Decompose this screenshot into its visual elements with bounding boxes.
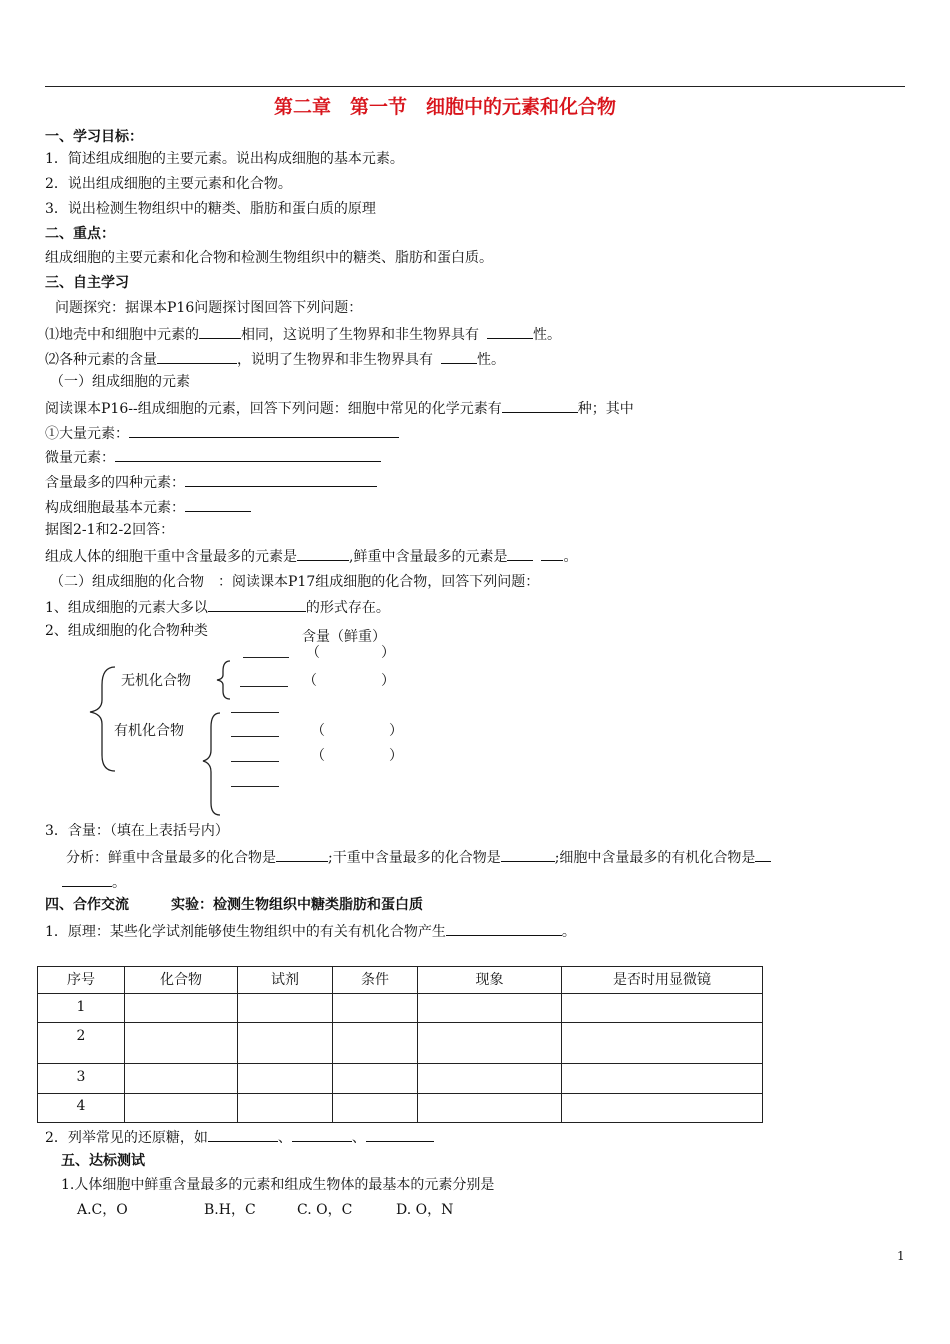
header-reagent: 试剂 — [238, 967, 333, 994]
compound-q1-text-a: 1、组成细胞的元素大多以 — [45, 600, 208, 616]
reducing-sep-2: 、 — [351, 1130, 366, 1146]
q1-blank-2[interactable] — [487, 324, 533, 339]
macro-label: ①大量元素： — [45, 426, 129, 442]
compound-blank-1[interactable] — [243, 657, 289, 658]
reducing-sugar-line — [45, 1127, 434, 1147]
sugar-blank-2[interactable] — [292, 1127, 352, 1142]
analysis-text-c: ;细胞中含量最多的有机化合物是 — [554, 850, 756, 866]
table-cell[interactable] — [333, 1064, 418, 1094]
outer-brace — [90, 667, 115, 771]
question-1 — [45, 324, 561, 344]
table-cell[interactable] — [125, 1023, 238, 1064]
table-cell[interactable] — [333, 1094, 418, 1123]
sugar-blank-3[interactable] — [366, 1127, 434, 1142]
option-d[interactable]: D. O，N — [396, 1202, 454, 1218]
dry-text-c: 。 — [563, 549, 578, 565]
key-points: 组成细胞的主要元素和化合物和检测生物组织中的糖类、脂肪和蛋白质。 — [45, 250, 493, 266]
compound-blank-2[interactable] — [240, 686, 288, 687]
compound-blank-3[interactable] — [231, 712, 279, 713]
goal-3: 3．说出检测生物组织中的糖类、脂肪和蛋白质的原理 — [45, 201, 376, 217]
analysis-line — [66, 847, 771, 867]
basic-blank[interactable] — [185, 497, 251, 512]
paren-4-left: （ — [311, 748, 325, 764]
fresh-blank-1[interactable] — [507, 546, 533, 561]
section-4-heading: 四、合作交流 实验：检测生物组织中糖类脂肪和蛋白质 — [45, 897, 423, 913]
organic-label: 有机化合物 — [114, 723, 184, 739]
paren-1-left: （ — [306, 645, 320, 661]
reducing-sep-1: 、 — [277, 1130, 292, 1146]
dry-text-a: 组成人体的细胞干重中含量最多的元素是 — [45, 549, 297, 565]
table-cell[interactable] — [238, 994, 333, 1023]
table-cell[interactable] — [333, 994, 418, 1023]
table-cell[interactable] — [562, 1094, 763, 1123]
table-cell[interactable] — [418, 1064, 562, 1094]
row-index-3: 3 — [38, 1064, 125, 1094]
analysis-text-a: 分析：鲜重中含量最多的化合物是 — [66, 850, 276, 866]
table-cell[interactable] — [418, 1023, 562, 1064]
q1-text-a: ⑴地壳中和细胞中元素的 — [45, 327, 199, 343]
table-cell[interactable] — [125, 1094, 238, 1123]
table-cell[interactable] — [333, 1023, 418, 1064]
compound-q1-text-b: 的形式存在。 — [305, 600, 390, 616]
micro-blank[interactable] — [115, 447, 381, 462]
macro-elements — [45, 423, 399, 443]
section-3-heading: 三、自主学习 — [45, 275, 129, 291]
option-a[interactable]: A.C，O — [77, 1202, 128, 1218]
question-2 — [45, 349, 505, 369]
micro-label: 微量元素： — [45, 450, 115, 466]
header-index: 序号 — [38, 967, 125, 994]
element-count-blank[interactable] — [502, 398, 578, 413]
content-label: 含量（鲜重） — [302, 629, 386, 645]
section-1-heading: 一、学习目标： — [45, 129, 143, 145]
header-microscope: 是否时用显微镜 — [562, 967, 763, 994]
header-phenomenon: 现象 — [418, 967, 562, 994]
top-four-blank[interactable] — [185, 472, 377, 487]
table-cell[interactable] — [238, 1064, 333, 1094]
q2-blank-2[interactable] — [441, 349, 477, 364]
analysis-blank-1[interactable] — [276, 847, 328, 862]
q2-text-b: ，说明了生物界和非生物界具有 — [237, 352, 433, 368]
section-5-heading: 五、达标测试 — [61, 1153, 145, 1169]
compound-q1-blank[interactable] — [208, 597, 306, 612]
table-row — [38, 1064, 763, 1094]
compound-q1 — [45, 597, 390, 617]
q2-blank-1[interactable] — [157, 349, 237, 364]
row-index-1: 1 — [38, 994, 125, 1023]
analysis-blank-3a[interactable] — [755, 847, 771, 862]
table-cell[interactable] — [418, 1094, 562, 1123]
figure-prompt: 据图2-1和2-2回答： — [45, 522, 175, 538]
compound-blank-4[interactable] — [231, 736, 279, 737]
paren-3-right: ） — [389, 723, 403, 739]
table-cell[interactable] — [562, 1064, 763, 1094]
experiment-table — [37, 966, 763, 1123]
fresh-blank-2[interactable] — [541, 546, 563, 561]
q1-text-c: 性。 — [533, 327, 561, 343]
subsection-compounds: （二）组成细胞的化合物 ：阅读课本P17组成细胞的化合物，回答下列问题： — [50, 574, 540, 590]
inorganic-brace — [217, 661, 230, 699]
top-four-label: 含量最多的四种元素： — [45, 475, 185, 491]
top-four-elements — [45, 472, 377, 492]
inquiry-intro: 问题探究：据课本P16问题探讨图回答下列问题： — [55, 300, 363, 316]
principle-blank[interactable] — [446, 921, 562, 936]
principle-line — [45, 921, 576, 941]
micro-elements — [45, 447, 381, 467]
table-row — [38, 1023, 763, 1064]
paren-2-right: ） — [381, 673, 395, 689]
section-2-heading: 二、重点： — [45, 226, 115, 242]
reducing-text-a: 2．列举常见的还原糖，如 — [45, 1130, 208, 1146]
dry-fresh-question — [45, 546, 577, 566]
analysis-line-2 — [62, 872, 126, 892]
table-row — [38, 994, 763, 1023]
analysis-blank-2[interactable] — [501, 847, 555, 862]
q1-blank-1[interactable] — [199, 324, 241, 339]
goal-2: 2．说出组成细胞的主要元素和化合物。 — [45, 176, 292, 192]
analysis-text-d: 。 — [112, 875, 126, 891]
compound-q2: 2、组成细胞的化合物种类 — [45, 623, 208, 639]
test-question-1: 1.人体细胞中鲜重含量最多的元素和组成生物体的最基本的元素分别是 — [61, 1177, 495, 1193]
analysis-text-b: ;干重中含量最多的化合物是 — [328, 850, 501, 866]
table-cell[interactable] — [125, 994, 238, 1023]
read-elements-text-a: 阅读课本P16--组成细胞的元素，回答下列问题：细胞中常见的化学元素有 — [45, 401, 502, 417]
table-header-row — [38, 967, 763, 994]
principle-text-a: 1．原理：某些化学试剂能够使生物组织中的有关有机化合物产生 — [45, 924, 446, 940]
q1-text-b: 相同，这说明了生物界和非生物界具有 — [241, 327, 479, 343]
row-index-2: 2 — [38, 1023, 125, 1064]
table-cell[interactable] — [125, 1064, 238, 1094]
read-elements-text-b: 种；其中 — [577, 401, 634, 417]
option-b[interactable]: B.H，C — [204, 1202, 256, 1218]
top-rule — [45, 86, 905, 87]
header-compound: 化合物 — [125, 967, 238, 994]
table-cell[interactable] — [562, 994, 763, 1023]
compound-blank-6[interactable] — [231, 786, 279, 787]
option-c[interactable]: C. O，C — [297, 1202, 353, 1218]
sugar-blank-1[interactable] — [208, 1127, 278, 1142]
content-note: 3．含量：（填在上表括号内） — [45, 823, 229, 839]
paren-1-right: ） — [381, 645, 395, 661]
organic-brace — [203, 713, 220, 815]
read-elements — [45, 398, 634, 418]
inorganic-label: 无机化合物 — [121, 673, 191, 689]
subsection-elements: （一）组成细胞的元素 — [50, 374, 190, 390]
page-number: 1 — [897, 1249, 905, 1263]
table-cell[interactable] — [418, 994, 562, 1023]
dry-text-b: ,鲜重中含量最多的元素是 — [349, 549, 508, 565]
q2-text-c: 性。 — [477, 352, 505, 368]
compound-blank-5[interactable] — [231, 761, 279, 762]
dry-blank[interactable] — [297, 546, 349, 561]
header-condition: 条件 — [333, 967, 418, 994]
q2-text-a: ⑵各种元素的含量 — [45, 352, 157, 368]
principle-text-b: 。 — [561, 924, 576, 940]
page-title: 第二章 第一节 细胞中的元素和化合物 — [274, 96, 617, 118]
table-row — [38, 1094, 763, 1123]
macro-blank[interactable] — [129, 423, 399, 438]
paren-3-left: （ — [311, 723, 325, 739]
goal-1: 1．简述组成细胞的主要元素。说出构成细胞的基本元素。 — [45, 151, 404, 167]
table-cell[interactable] — [562, 1023, 763, 1064]
basic-element — [45, 497, 251, 517]
row-index-4: 4 — [38, 1094, 125, 1123]
basic-label: 构成细胞最基本元素： — [45, 500, 185, 516]
analysis-blank-3b[interactable] — [62, 872, 112, 887]
table-cell[interactable] — [238, 1023, 333, 1064]
table-cell[interactable] — [238, 1094, 333, 1123]
paren-2-left: （ — [303, 673, 317, 689]
paren-4-right: ） — [389, 748, 403, 764]
